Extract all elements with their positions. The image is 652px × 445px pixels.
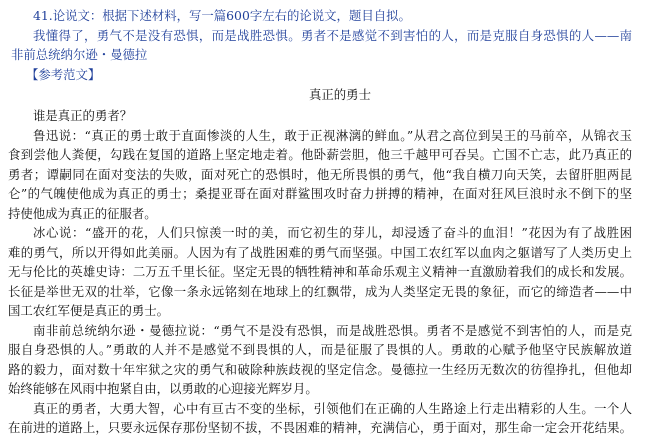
essay-line: 无与伦比的英雄史诗：二万五千里长征。坚定无畏的牺牲精神和革命乐观主义精神一直激励着我们的成长和发展。 [8, 264, 632, 279]
reference-essay-tag: 【参考范文】 [26, 66, 101, 82]
material-line-1: 我懂得了，勇气不是没有恐惧，而是战胜恐惧。勇者不是感觉不到害怕的人，而是克服自身恐惧的人——南 [33, 27, 632, 43]
essay-line: 长征是举世无双的壮举，它像一条永远铭刻在地球上的红飘带，成为人类坚定无畏的象征，而它的缔造者——中 [8, 283, 632, 299]
material-line-2: 非前总统纳尔逊・曼德拉 [11, 47, 148, 62]
essay-line: 在前进的道路上，只要永远保存那份坚韧不拔，不畏困难的精神，充满信心，勇于面对，那生命一定会开花结果。 [8, 420, 632, 435]
essay-line: 路的毅力，面对数十年牢狱之灾的勇气和破除种族歧视的坚定信念。曼德拉一生经历无数次的彷徨挣扎，但他却 [8, 361, 632, 377]
question-prompt: 41.论说文：根据下述材料，写一篇600字左右的论说文，题目自拟。 [33, 8, 411, 23]
essay-line: 勇者；谭嗣同在面对变法的失败，面对死亡的恐惧时，他无所畏惧的勇气，他“我自横刀向天笑，去留肝胆两昆 [8, 166, 632, 182]
essay-line: 仑”的气魄使他成为真正的勇士；桑提亚哥在面对群鲨围攻时奋力拼搏的精神，在面对狂风巨浪时永不倒下的坚 [8, 186, 632, 201]
essay-line: 鲁迅说：“真正的勇士敢于直面惨淡的人生，敢于正视淋漓的鲜血。”从君之高位到吴王的马前卒，从锦衣玉 [33, 127, 632, 143]
essay-line: 南非前总统纳尔逊・曼德拉说：“勇气不是没有恐惧，而是战胜恐惧。勇者不是感觉不到害怕的人，而是克 [33, 322, 632, 338]
essay-line: 难的勇气，所以开得如此美丽。人因为有了战胜困难的勇气而坚强。中国工农红军以血肉之躯谱写了人类历史上 [8, 244, 632, 260]
essay-line: 谁是真正的勇者？ [33, 108, 133, 123]
essay-line: 冰心说：“盛开的花，人们只惊羡一时的美，而它初生的芽儿，却浸透了奋斗的血泪！”花因为有了战胜困 [33, 225, 632, 240]
essay-line: 服自身恐惧的人。”勇敢的人并不是感觉不到畏惧的人，而是征服了畏惧的人。勇敢的心赋予他坚守民族解放道 [8, 342, 632, 357]
essay-line: 真正的勇者，大勇大智，心中有亘古不变的坐标，引领他们在正确的人生路途上行走出精彩的人生。一个人 [33, 400, 632, 416]
essay-line: 国工农红军便是真正的勇士。 [8, 303, 170, 318]
essay-title: 真正的勇士 [309, 87, 371, 102]
essay-line: 持使他成为真正的征服者。 [8, 205, 157, 221]
essay-line: 始终能够在风雨中抱紧自由，以勇敢的心迎接光辉岁月。 [8, 381, 318, 396]
essay-line: 食到尝他人粪便，勾践在复国的道路上坚定地走着。他卧薪尝胆，他三千越甲可吞吴。亡国不亡志，此乃真正的 [8, 147, 632, 162]
